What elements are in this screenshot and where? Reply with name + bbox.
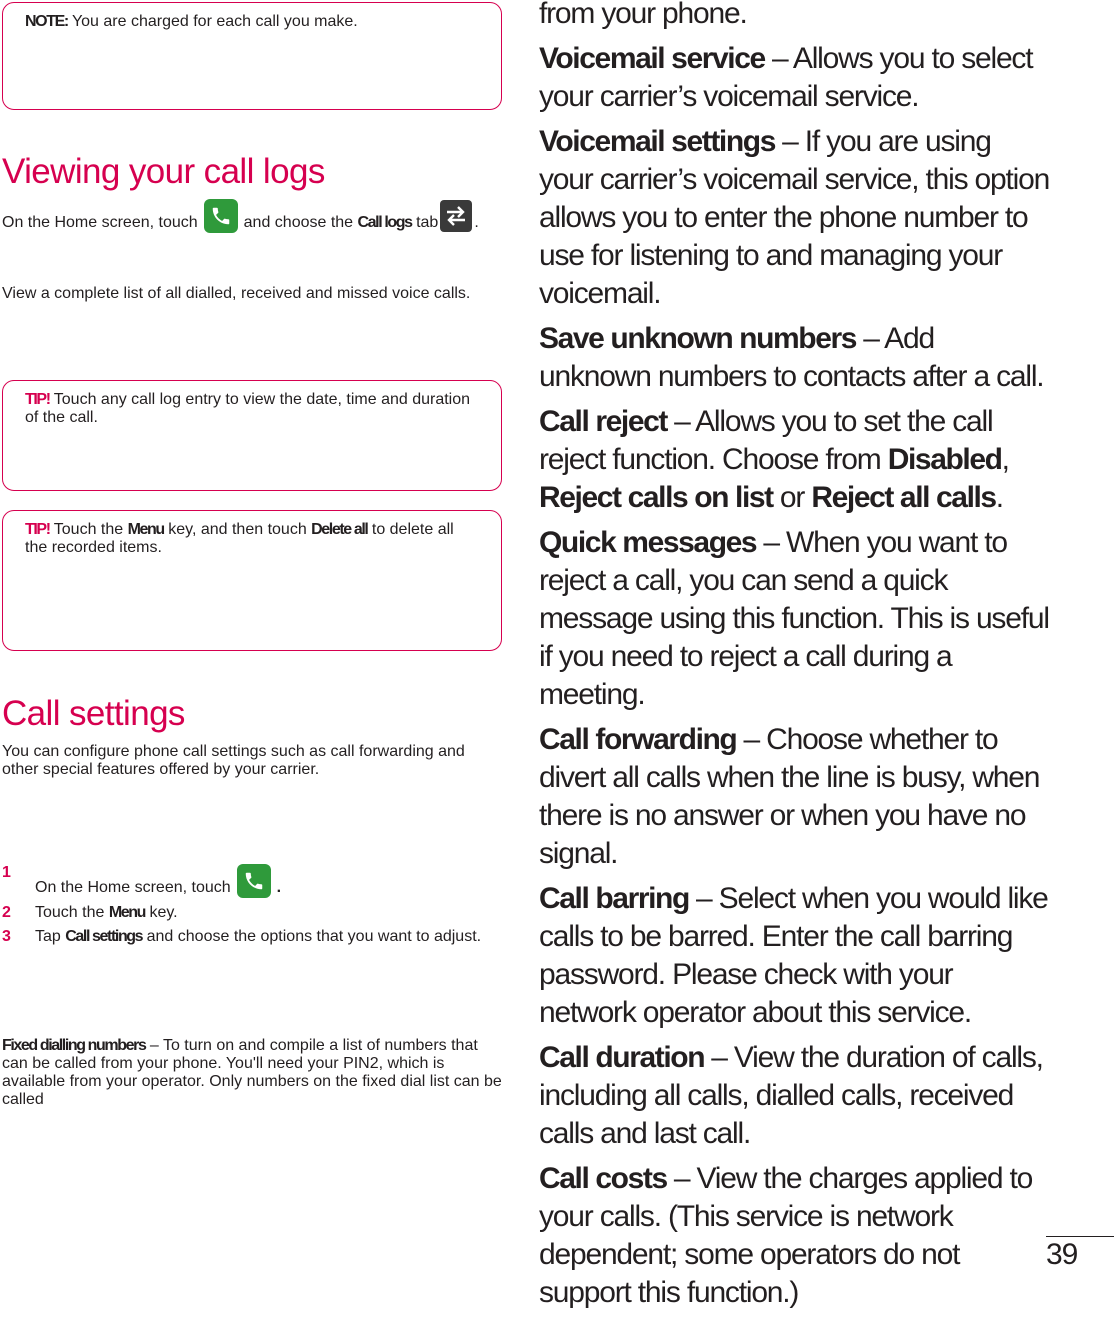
phone-icon (204, 199, 238, 233)
step-3: 3 Tap Call settings and choose the options that you want to adjust. (2, 928, 482, 945)
tip1-text: TIP! Touch any call log entry to view the date, time and duration of the call. (25, 391, 471, 426)
setting-quick-messages: Quick messages – When you want to reject a call, you can send a quick message using this function. This is useful if you need to reject a call during a meeting. (539, 526, 1049, 711)
setting-call-forwarding: Call forwarding – Choose whether to divert all calls when the line is busy, when there is no answer or when you have no signal. (539, 723, 1040, 870)
step-number: 3 (2, 928, 11, 945)
page-number: 39 (1046, 1238, 1078, 1271)
setting-voicemail-service: Voicemail service – Allows you to select your carrier’s voicemail service. (539, 42, 1033, 113)
call-logs-paragraph-1: On the Home screen, touch and choose the Call logs tab . (2, 199, 502, 233)
setting-call-costs: Call costs – View the charges applied to your calls. (This service is network dependent; some operators do not support this function.) (539, 1162, 1033, 1309)
tip-box-1 (2, 380, 502, 491)
tip2-label: TIP! (25, 521, 50, 538)
step-number: 2 (2, 904, 11, 921)
call-settings-intro: You can configure phone call settings such as call forwarding and other special features offered by your carrier. (2, 743, 465, 778)
call-logs-paragraph-2: View a complete list of all dialled, received and missed voice calls. (2, 285, 471, 302)
setting-call-reject: Call reject – Allows you to set the call reject function. Choose from Disabled, Reject calls on list or Reject all calls. (539, 405, 1009, 514)
fixed-dialling-continued: from your phone. (539, 0, 747, 30)
step-number: 1 (2, 864, 11, 881)
setting-save-unknown-numbers: Save unknown numbers – Add unknown numbers to contacts after a call. (539, 322, 1044, 393)
section-heading-call-logs: Viewing your call logs (2, 152, 325, 191)
step-1: 1 On the Home screen, touch . (2, 864, 280, 896)
tip2-text: TIP! Touch the Menu key, and then touch Delete all to delete all the recorded items. (25, 521, 454, 556)
setting-call-barring: Call barring – Select when you would like calls to be barred. Enter the call barring password. Please check with your network operator about this service. (539, 882, 1048, 1029)
call-logs-tab-icon (440, 200, 472, 232)
call-settings-steps (2, 864, 502, 952)
section-heading-call-settings: Call settings (2, 694, 185, 733)
page-number-rule (1046, 1236, 1114, 1237)
fixed-dialling-numbers-title: Fixed dialling numbers (2, 1037, 146, 1054)
note-box (2, 2, 502, 110)
tip1-label: TIP! (25, 391, 50, 408)
step-2: 2 Touch the Menu key. (2, 904, 178, 921)
note-label: NOTE: (25, 13, 68, 30)
right-column (539, 0, 1051, 1319)
note-text: NOTE: You are charged for each call you make. (25, 13, 358, 30)
tip-box-2 (2, 510, 502, 651)
setting-call-duration: Call duration – View the duration of calls, including all calls, dialled calls, received calls and last call. (539, 1041, 1043, 1150)
fixed-dialling-numbers-paragraph: Fixed dialling numbers – To turn on and compile a list of numbers that can be called from your phone. You'll need your PIN2, which is available from your operator. Only numbers on the fixed dial list can be called (2, 1037, 502, 1108)
setting-voicemail-settings: Voicemail settings – If you are using your carrier’s voicemail service, this option allows you to enter the phone number to use for listening to and managing your voicemail. (539, 125, 1050, 310)
phone-icon (237, 864, 271, 898)
